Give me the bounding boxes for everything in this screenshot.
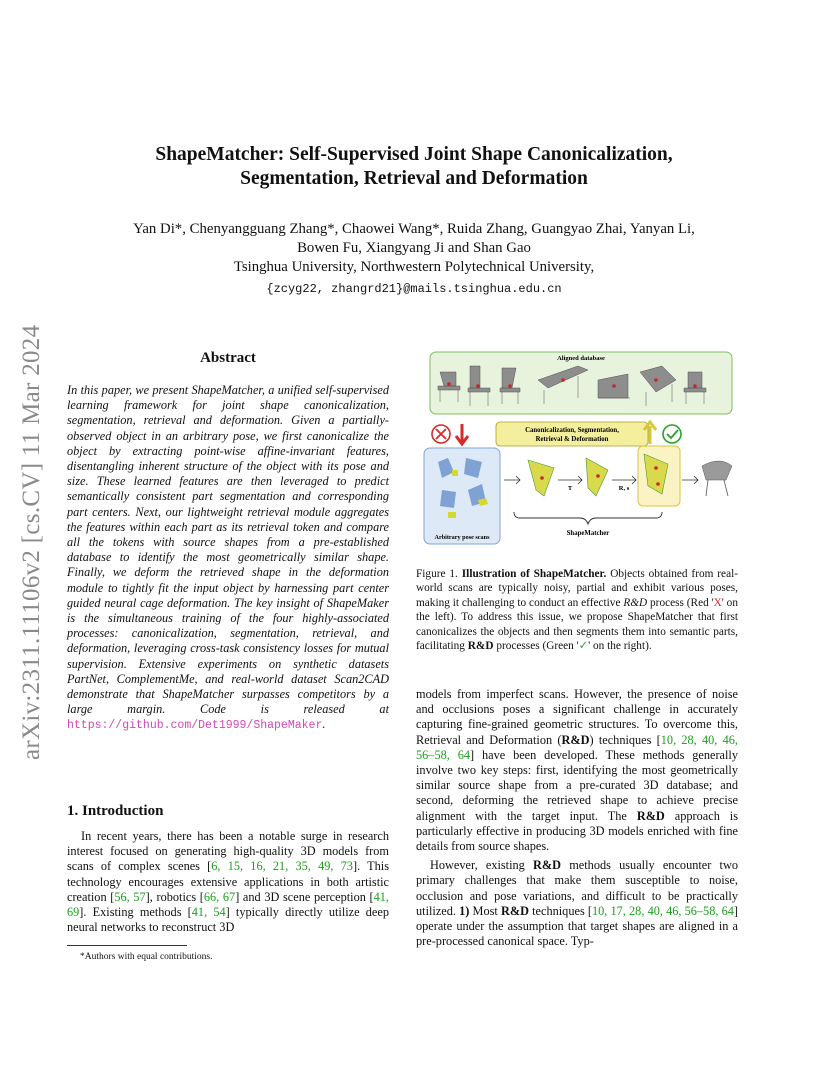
caption-text-b: process (Red ' bbox=[647, 596, 714, 609]
right-paragraph-1 bbox=[416, 687, 738, 854]
abstract-text: In this paper, we present ShapeMatcher, a unified self-supervised learning framework for joint shape canonicalization, segmentation, retrieval and deformation. Given a partially-observed object in an arbitrary pose, we first canonicalize the object by extracting point-wise affine-invariant features, disentangling inherent structure of the object with its pose and size. These learned features are then leveraged to predict semantically consistent part segmentation and corresponding part centers. Next, our lightweight retrieval module aggregates the features within each part as its retrieval token and compare all the tokens with source shapes from a pre-established database to identify the most geometrically similar shape. Finally, we deform the retrieved shape in the deformation module to tightly fit the input object by harnessing part center guided neural cage deformation. The key insight of ShapeMaker is the simultaneous training of the four highly-associated processes: canonicalization, segmentation, retrieval, and deformation, leveraging cross-task consistency losses for mutual supervision. Extensive experiments on synthetic datasets PartNet, ComplementMe, and real-world dataset Scan2CAD demonstrate that ShapeMatcher surpasses competitors by a large margin. Code is released at bbox=[67, 383, 389, 717]
arrow-icon bbox=[612, 476, 636, 484]
list-number: 1) bbox=[459, 903, 470, 918]
citation[interactable]: 10, 28, 40, 46, 56–58, 64 bbox=[416, 732, 738, 762]
caption-rd: R&D bbox=[623, 596, 648, 609]
figure-1-illustration bbox=[418, 350, 740, 545]
arxiv-id: arXiv:2311.11106v2 [cs.CV] 11 Mar 2024 bbox=[18, 324, 45, 760]
caption-text-e: ' on the right). bbox=[588, 640, 652, 653]
citation[interactable]: 41, 54 bbox=[191, 905, 226, 920]
intro-paragraph bbox=[67, 829, 389, 935]
rd-term: R&D bbox=[500, 903, 529, 918]
intro-text-d: ] and 3D scene perception [ bbox=[235, 889, 374, 904]
intro-text-f: ] typically directly utilize deep neural networks to reconstruct 3D bbox=[67, 905, 389, 935]
label-T: T bbox=[567, 485, 573, 492]
arxiv-stamp bbox=[14, 285, 50, 760]
shapematcher-brace bbox=[514, 512, 662, 524]
right-paragraph-2 bbox=[416, 858, 738, 949]
caption-x: X bbox=[713, 596, 722, 609]
output-chair bbox=[702, 461, 732, 496]
figure-caption bbox=[416, 567, 738, 653]
caption-text-c: ' on the left). To address this issue, we propose ShapeMatcher that first canonicalizes the objects and then segments them into semantic parts, facilitating bbox=[416, 596, 738, 653]
footnote-rule bbox=[67, 945, 187, 946]
right-column-body bbox=[416, 687, 738, 949]
center-box-line-2: Retrieval & Deformation bbox=[535, 436, 609, 443]
caption-text-d: processes (Green ' bbox=[493, 640, 579, 653]
label-Rs: R, s bbox=[618, 485, 630, 492]
footnote: *Authors with equal contributions. bbox=[80, 952, 213, 962]
intro-text-b: ]. This technology encourages extensive applications in both artistic creation [ bbox=[67, 859, 389, 904]
citation[interactable]: 41, 69 bbox=[67, 889, 389, 920]
intro-text-a: In recent years, there has been a notable surge in research interest focused on generating high-quality 3D models from scans of complex scenes [ bbox=[67, 829, 389, 874]
text-run: ] operate under the assumption that target shapes are aligned in a pre-processed canonical space. Typ- bbox=[416, 903, 738, 949]
authors-line-1: Yan Di*, Chenyangguang Zhang*, Chaowei Wang*, Ruida Zhang, Guangyao Zhai, Yanyan Li, bbox=[133, 221, 695, 237]
code-link[interactable]: https://github.com/Det1999/ShapeMaker bbox=[67, 719, 323, 733]
text-run: Most bbox=[469, 903, 501, 918]
text-run: ] have been developed. These methods generally involve two key steps: first, identifying the most geometrically similar source shape from a pre-curated 3D database; and second, deforming the retrieved shape to achieve precise alignment with the target input. The bbox=[416, 747, 738, 823]
abstract-heading: Abstract bbox=[200, 350, 256, 366]
aligned-database-label: Aligned database bbox=[557, 355, 605, 362]
caption-rd-2: R&D bbox=[467, 640, 494, 653]
text-run: However, existing bbox=[430, 858, 534, 873]
title-line-2: Segmentation, Retrieval and Deformation bbox=[240, 168, 588, 189]
partial-scan-1 bbox=[528, 460, 554, 496]
arrow-icon bbox=[558, 476, 582, 484]
red-down-arrow-icon bbox=[456, 424, 468, 444]
arbitrary-scans-label: Arbitrary pose scans bbox=[434, 534, 490, 541]
arrow-icon bbox=[504, 476, 520, 484]
intro-text-e: ]. Existing methods [ bbox=[79, 905, 192, 920]
rd-term: R&D bbox=[636, 808, 665, 823]
partial-scan-2 bbox=[586, 458, 608, 496]
green-check-icon bbox=[663, 425, 681, 443]
text-run: ) techniques [ bbox=[589, 732, 661, 747]
citation[interactable]: 10, 17, 28, 40, 46, 56–58, 64 bbox=[591, 903, 734, 918]
caption-label: Figure 1. bbox=[416, 568, 458, 580]
arbitrary-scans-box bbox=[424, 448, 500, 544]
caption-text-a: Objects obtained from real-world scans are typically noisy, partial and exhibit various poses, making it challenging to conduct an effective bbox=[416, 568, 738, 609]
figure-1 bbox=[418, 350, 740, 545]
email: {zcyg22, zhangrd21}@mails.tsinghua.edu.cn bbox=[266, 282, 562, 296]
abstract-body: In this paper, we present ShapeMatcher, a unified self-supervised learning framework for joint shape canonicalization, segmentation, retrieval and deformation. Given a partially-observed object in an arbitrary pose, we first canonicalize the object by extracting point-wise affine-invariant features, disentangling inherent structure of the object with its pose and size. These learned features are then leveraged to predict semantically consistent part segmentation and corresponding part centers. Next, our lightweight retrieval module aggregates the features within each part as its retrieval token and compare all the tokens with source shapes from a pre-established database to identify the most geometrically similar shape. Finally, we deform the retrieved shape in the deformation module to tightly fit the input object by harnessing part center guided neural cage deformation. The key insight of ShapeMaker is the simultaneous training of the four highly-associated processes: canonicalization, segmentation, retrieval, and deformation, leveraging cross-task consistency losses for mutual supervision. Extensive experiments on synthetic datasets PartNet, ComplementMe, and real-world dataset Scan2CAD demonstrate that ShapeMatcher surpasses competitors by a large margin. Code is released at https://github.com/Det1999/ShapeMaker. bbox=[67, 383, 389, 733]
center-box-line-1: Canonicalization, Segmentation, bbox=[525, 427, 619, 434]
author-block bbox=[60, 220, 768, 299]
rd-term: R&D bbox=[561, 732, 590, 747]
citation[interactable]: 56, 57 bbox=[114, 889, 146, 904]
affiliation: Tsinghua University, Northwestern Polytechnical University, bbox=[233, 259, 595, 275]
arrow-icon bbox=[682, 476, 698, 484]
text-run: techniques [ bbox=[528, 903, 592, 918]
text-run: methods usually encounter two primary challenges that make them susceptible to noise, occlusion and pose variations, and difficult to be practically utilized. bbox=[416, 858, 738, 918]
caption-title: Illustration of ShapeMatcher. bbox=[461, 568, 607, 580]
title-line-1: ShapeMatcher: Self-Supervised Joint Shape Canonicalization, bbox=[155, 144, 673, 165]
text-run: models from imperfect scans. However, the presence of noise and occlusions poses a significant challenge in accurately capturing fine-grained geometric structures. To overcome this, Retrieval and Deformation ( bbox=[416, 687, 738, 747]
rd-term: R&D bbox=[533, 858, 562, 873]
paper-title bbox=[100, 143, 728, 191]
authors-line-2: Bowen Fu, Xiangyang Ji and Shan Gao bbox=[297, 240, 531, 256]
shapematcher-label: ShapeMatcher bbox=[566, 530, 610, 537]
citation[interactable]: 6, 15, 16, 21, 35, 49, 73 bbox=[211, 859, 353, 874]
text-run: approach is particularly effective in producing 3D models enriched with fine details from source shapes. bbox=[416, 808, 738, 854]
intro-text-c: ], robotics [ bbox=[145, 889, 204, 904]
intro-heading: 1. Introduction bbox=[67, 803, 164, 819]
citation[interactable]: 66, 67 bbox=[203, 889, 236, 904]
caption-check: ✓ bbox=[578, 640, 589, 653]
